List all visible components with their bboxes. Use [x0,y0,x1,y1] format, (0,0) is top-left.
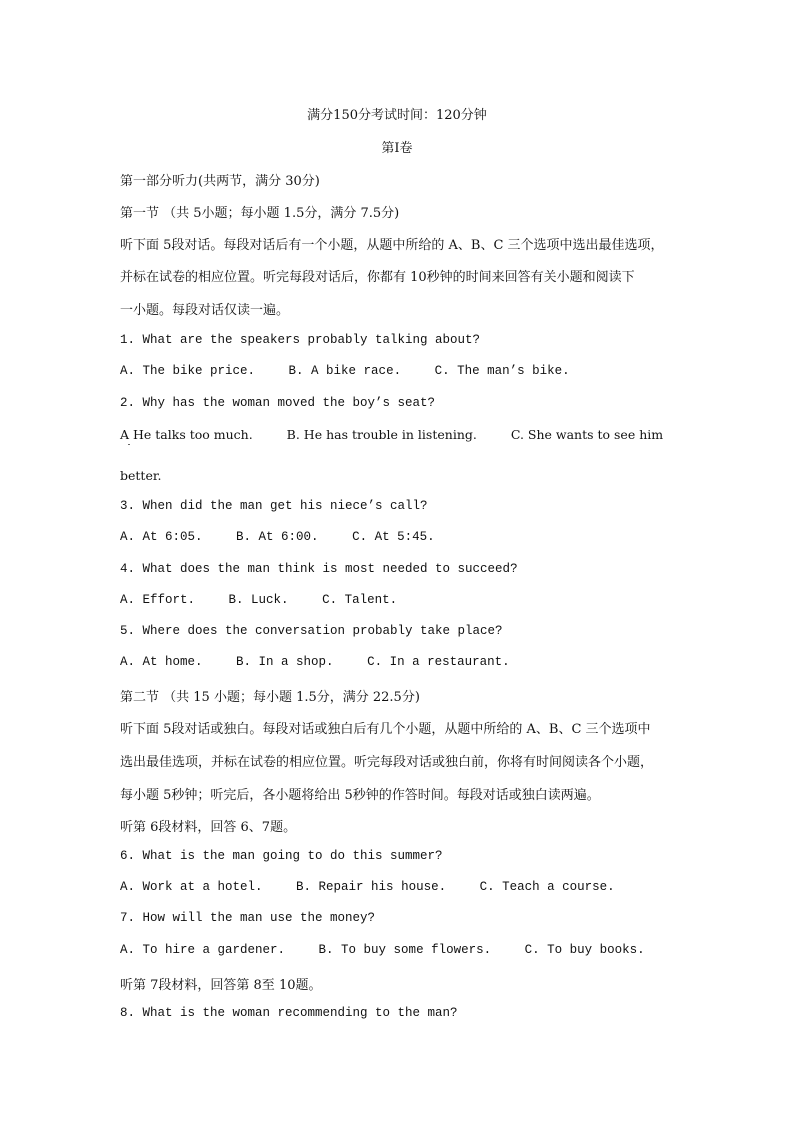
question-5: 5. Where does the conversation probably take place? [120,624,503,638]
option-c: C. To buy books. [524,943,645,957]
options-5 [120,655,510,669]
part1-title: 第一部分听力(共两节，满分 30分) [120,174,320,189]
question-4: 4. What does the man think is most needed to succeed? [120,562,518,576]
option-a: A. Effort. [120,593,196,607]
question-1: 1. What are the speakers probably talking about? [120,333,481,347]
option-a: A. At home. [120,655,203,669]
options-6 [120,880,615,894]
option-c: C. The man’s bike. [434,364,570,378]
option-c: C. Talent. [322,593,398,607]
option-a: A. To hire a gardener. [120,943,286,957]
options-7 [120,943,645,957]
option-a: A. The bike price. [120,364,256,378]
option-a: A. At 6:05. [120,530,203,544]
material-7-heading: 听第 7段材料，回答第 8至 10题。 [120,978,322,993]
volume-title: 第I卷 [381,141,413,156]
question-6: 6. What is the man going to do this summer? [120,849,443,863]
option-a: A He talks too much. [120,427,253,442]
option-b: B. A bike race. [288,364,402,378]
section1-instruction-line: 一小题。每段对话仅读一遍。 [120,303,290,318]
stray-mark [128,444,130,445]
option-a: A. Work at a hotel. [120,880,263,894]
option-b: B. In a shop. [236,655,334,669]
option-b: B. Luck. [228,593,289,607]
question-2: 2. Why has the woman moved the boy’s seat? [120,396,436,410]
options-1 [120,364,570,378]
section2-instruction-line: 选出最佳选项，并标在试卷的相应位置。听完每段对话或独白前，你将有时间阅读各个小题， [120,755,654,770]
option-c-continuation: better. [120,468,162,483]
option-b: B. Repair his house. [296,880,447,894]
option-c: C. Teach a course. [479,880,615,894]
option-b: B. To buy some flowers. [318,943,492,957]
options-4 [120,593,397,607]
section1-title: 第一节 （共 5小题；每小题 1.5分，满分 7.5分) [120,206,400,221]
option-b: B. At 6:00. [236,530,319,544]
section2-instruction-line: 听下面 5段对话或独白。每段对话或独白后有几个小题，从题中所给的 A、B、C 三个选项中 [120,722,651,737]
material-6-heading: 听第 6段材料，回答 6、7题。 [120,820,297,835]
question-8: 8. What is the woman recommending to the man? [120,1006,458,1020]
section1-instruction-line: 并标在试卷的相应位置。听完每段对话后，你都有 10秒钟的时间来回答有关小题和阅读下 [120,270,635,285]
option-b: B. He has trouble in listening. [286,427,477,442]
section2-title: 第二节 （共 15 小题；每小题 1.5分，满分 22.5分) [120,690,420,705]
question-7: 7. How will the man use the money? [120,911,376,925]
option-c: C. At 5:45. [352,530,435,544]
option-c: C. In a restaurant. [367,655,510,669]
question-3: 3. When did the man get his niece’s call? [120,499,428,513]
exam-info-header: 满分150分考试时间：120分钟 [307,108,487,123]
section2-instruction-line: 每小题 5秒钟；听完后，各小题将给出 5秒钟的作答时间。每段对话或独白读两遍。 [120,788,600,803]
options-2 [120,427,663,442]
option-c: C. She wants to see him [510,427,664,442]
section1-instruction-line: 听下面 5段对话。每段对话后有一个小题，从题中所给的 A、B、C 三个选项中选出最佳选项， [120,238,664,253]
options-3 [120,530,435,544]
